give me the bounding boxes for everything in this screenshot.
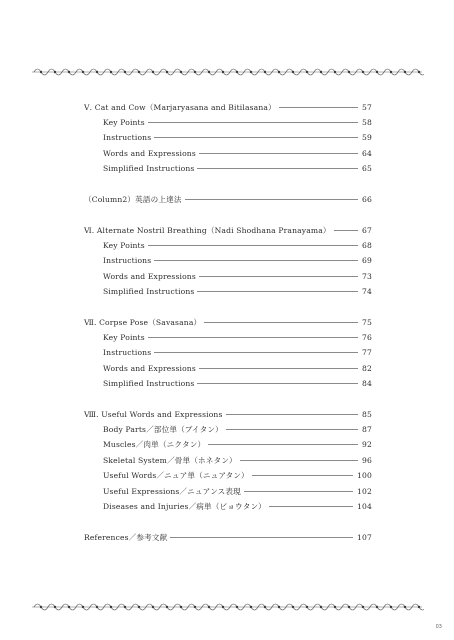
- toc-entry-page: 69: [362, 255, 372, 265]
- toc-entry-chapter-6[interactable]: [84, 224, 372, 236]
- toc-entry-page: 68: [362, 240, 372, 250]
- dot-leader: [154, 137, 358, 138]
- dot-leader: [199, 368, 358, 369]
- toc-entry-page: 73: [362, 271, 372, 281]
- toc-entry-page: 77: [362, 347, 372, 357]
- toc-entry-label: Instructions: [103, 347, 152, 357]
- toc-entry-label: （Column2）英語の上達法: [84, 194, 182, 204]
- toc-entry[interactable]: [103, 116, 372, 128]
- dot-leader: [199, 276, 358, 277]
- toc-entry[interactable]: [103, 162, 372, 174]
- toc-entry-page: 104: [357, 501, 372, 511]
- toc-entry[interactable]: [103, 239, 372, 251]
- toc-entry-page: 107: [357, 532, 372, 542]
- toc-entry-label: Diseases and Injuries／病単（ビョウタン）: [103, 501, 266, 511]
- toc-entry-chapter-8[interactable]: [84, 408, 372, 420]
- dot-leader: [199, 153, 358, 154]
- toc-entry[interactable]: [103, 147, 372, 159]
- dot-leader: [226, 414, 359, 415]
- toc-entry-label: References／参考文献: [84, 532, 168, 542]
- toc-entry-page: 59: [362, 132, 372, 142]
- toc-entry[interactable]: [103, 362, 372, 374]
- dot-leader: [204, 322, 358, 323]
- bottom-ornament: [30, 600, 424, 614]
- toc-entry[interactable]: [103, 423, 372, 435]
- toc-entry[interactable]: [103, 285, 372, 297]
- dot-leader: [148, 245, 358, 246]
- dot-leader: [154, 352, 358, 353]
- toc-entry[interactable]: [103, 438, 372, 450]
- toc-entry-label: Ⅶ. Corpse Pose（Savasana）: [84, 317, 202, 327]
- toc-entry[interactable]: [103, 346, 372, 358]
- dot-leader: [197, 168, 358, 169]
- toc-entry-label: Words and Expressions: [103, 271, 196, 281]
- toc-entry-label: Words and Expressions: [103, 363, 196, 373]
- toc-entry-page: 65: [362, 163, 372, 173]
- dot-leader: [240, 460, 358, 461]
- dot-leader: [148, 337, 358, 338]
- dot-leader: [226, 429, 358, 430]
- toc-entry-label: Simplified Instructions: [103, 163, 195, 173]
- toc-entry-page: 84: [362, 378, 372, 388]
- dot-leader: [244, 491, 353, 492]
- toc-entry-label: Ⅵ. Alternate Nostril Breathing（Nadi Shodhana Pranayama）: [84, 225, 331, 235]
- toc-entry-page: 100: [357, 470, 372, 480]
- page-number: 03: [435, 624, 442, 630]
- toc-entry-references[interactable]: [84, 531, 372, 543]
- toc-entry-page: 74: [362, 286, 372, 296]
- toc-entry[interactable]: [103, 454, 372, 466]
- toc-entry-label: Useful Expressions／ニュアンス表現: [103, 486, 241, 496]
- toc-entry[interactable]: [103, 485, 372, 497]
- toc-entry-label: Instructions: [103, 255, 152, 265]
- toc-entry-page: 57: [362, 102, 372, 112]
- toc-entry-chapter-7[interactable]: [84, 316, 372, 328]
- dot-leader: [148, 122, 358, 123]
- toc-entry[interactable]: [103, 469, 372, 481]
- toc-entry-label: Ⅷ. Useful Words and Expressions: [84, 409, 223, 419]
- toc-entry-page: 66: [362, 194, 372, 204]
- dot-leader: [197, 383, 358, 384]
- toc-entry-label: Body Parts／部位単（ブイタン）: [103, 424, 223, 434]
- toc-entry-label: Skeletal System／骨単（ホネタン）: [103, 455, 237, 465]
- toc-entry[interactable]: [103, 270, 372, 282]
- toc-entry-page: 82: [362, 363, 372, 373]
- dot-leader: [170, 537, 353, 538]
- toc-entry-column-2[interactable]: [84, 193, 372, 205]
- toc-entry-label: Useful Words／ニュア単（ニュアタン）: [103, 470, 249, 480]
- toc-entry[interactable]: [103, 331, 372, 343]
- toc-entry-page: 75: [362, 317, 372, 327]
- toc-entry-label: Ⅴ. Cat and Cow（Marjaryasana and Bitilasana）: [84, 102, 276, 112]
- toc-entry-label: Key Points: [103, 240, 145, 250]
- dot-leader: [197, 291, 358, 292]
- toc-entry-label: Words and Expressions: [103, 148, 196, 158]
- toc-entry-page: 76: [362, 332, 372, 342]
- dot-leader: [279, 107, 358, 108]
- toc-entry[interactable]: [103, 254, 372, 266]
- toc-entry-page: 92: [362, 439, 372, 449]
- dot-leader: [208, 444, 358, 445]
- toc-entry-label: Simplified Instructions: [103, 286, 195, 296]
- toc-entry-page: 67: [362, 225, 372, 235]
- ornament-border-icon: [30, 600, 424, 614]
- dot-leader: [185, 199, 358, 200]
- toc-entry-page: 96: [362, 455, 372, 465]
- toc-entry-page: 58: [362, 117, 372, 127]
- toc-entry-page: 87: [362, 424, 372, 434]
- toc-entry-label: Simplified Instructions: [103, 378, 195, 388]
- toc-entry-page: 64: [362, 148, 372, 158]
- toc-entry[interactable]: [103, 500, 372, 512]
- dot-leader: [334, 230, 358, 231]
- toc-entry-page: 85: [362, 409, 372, 419]
- dot-leader: [269, 506, 353, 507]
- toc-entry[interactable]: [103, 131, 372, 143]
- dot-leader: [252, 475, 353, 476]
- toc-entry-page: 102: [357, 486, 372, 496]
- toc-entry-label: Key Points: [103, 117, 145, 127]
- toc-entry-label: Instructions: [103, 132, 152, 142]
- toc-entry-label: Muscles／肉単（ニクタン）: [103, 439, 206, 449]
- toc-entry-chapter-5[interactable]: [84, 101, 372, 113]
- toc-entry[interactable]: [103, 377, 372, 389]
- toc-entry-label: Key Points: [103, 332, 145, 342]
- dot-leader: [154, 260, 358, 261]
